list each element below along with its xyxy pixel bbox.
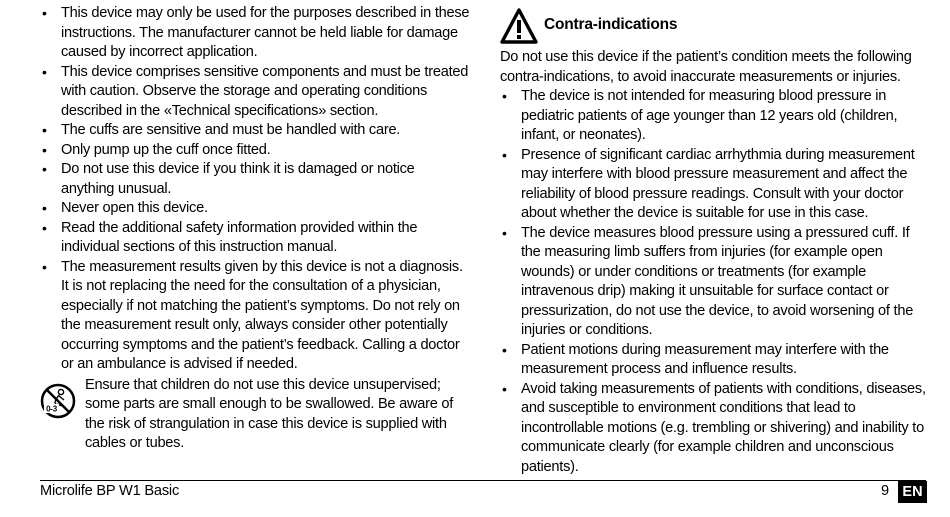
contra-indications-header [500,4,926,48]
section-title: Contra-indications [544,16,678,33]
left-column [40,4,470,454]
list-item: • This device may only be used for the purposes described in these instructions. The manufacturer cannot be held liable for damage caused by incorrect application. [40,4,470,63]
child-safety-warning [40,376,470,454]
contra-indications-intro: Do not use this device if the patient’s condition meets the following contra-indications, to avoid inaccurate measurements or injuries. [500,49,912,85]
list-item: • Only pump up the cuff once fitted. [40,141,470,161]
footer-product-name: Microlife BP W1 Basic [40,483,180,499]
footer-divider [40,480,926,481]
list-item: • The cuffs are sensitive and must be handled with care. [40,121,470,141]
list-item: • Presence of significant cardiac arrhythmia during measurement may interfere with blood pressure measurement and affect the reliability of blood pressure readings. Consult with your doctor about whether the device is suitable for use in this case. [500,146,926,224]
contra-indications-list [500,87,926,477]
list-item: • Avoid taking measurements of patients with conditions, diseases, and susceptible to environment conditions that lead to incontrollable motions (e.g. trembling or shivering) and inability to communicate clearly (for example children and unconscious patients). [500,380,926,478]
list-item: • Never open this device. [40,199,470,219]
list-item: • Do not use this device if you think it is damaged or notice anything unusual. [40,160,470,199]
svg-text:0-3: 0-3 [46,404,57,413]
list-item: • This device comprises sensitive components and must be treated with caution. Observe the storage and operating conditions described in the «Technical specifications» section. [40,63,470,122]
safety-bullet-list [40,4,470,375]
list-item: • The measurement results given by this device is not a diagnosis. It is not replacing the need for the consultation of a physician, especially if not matching the patient’s symptoms. Do not rely on the measurement result only, always consider other potentially occurring symptoms and the patient’s feedback. Calling a doctor or an ambulance is advised if needed. [40,258,470,375]
list-item: • Read the additional safety information provided within the individual sections of this instruction manual. [40,219,470,258]
list-item: • Patient motions during measurement may interfere with the measurement process and influence results. [500,341,926,380]
list-item: • The device measures blood pressure using a pressured cuff. If the measuring limb suffers from injuries (for example open wounds) or under conditions or treatments (for example intravenous drip) making it unsuitable for surface contact or pressurization, do not use the device, to avoid worsening of the injuries or conditions. [500,224,926,341]
warning-triangle-icon [500,8,538,44]
language-badge: EN [898,481,927,503]
page-number: 9 [881,483,890,499]
child-warning-text: Ensure that children do not use this device unsupervised; some parts are small enough to be swallowed. Be aware of the risk of strangulation in case this device is supplied with cables or tubes. [85,376,454,451]
right-column [500,4,926,477]
no-children-0-3-icon [40,383,76,419]
list-item: • The device is not intended for measuring blood pressure in pediatric patients of age younger than 12 years old (children, infant, or neonates). [500,87,926,146]
